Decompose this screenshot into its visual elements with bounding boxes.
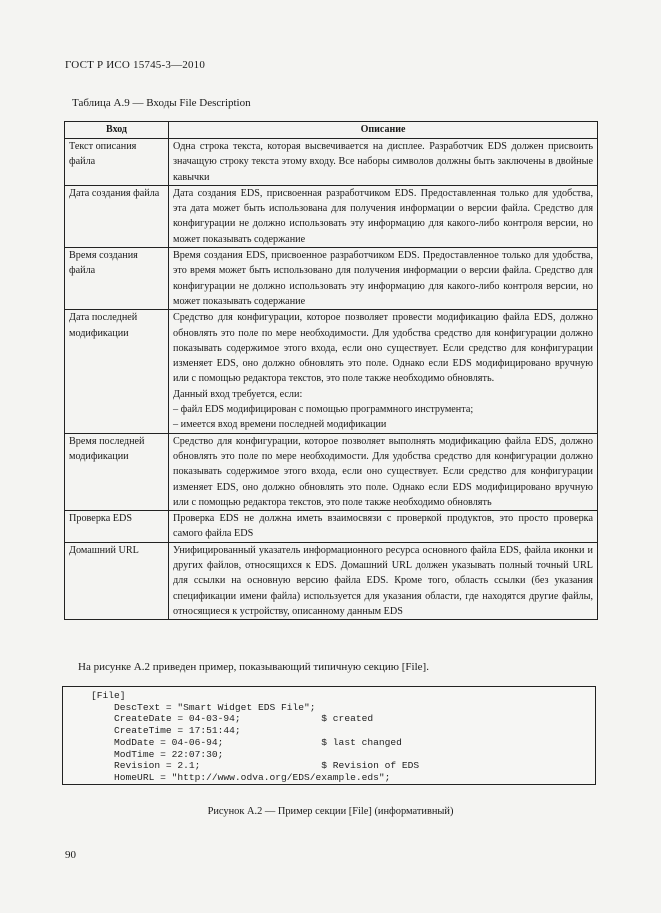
figure-caption: Рисунок А.2 — Пример секции [File] (информативный) <box>207 806 454 817</box>
code-line: CreateTime = 17:51:44; <box>91 725 241 737</box>
document-header: ГОСТ Р ИСО 15745-3—2010 <box>65 59 206 71</box>
code-example-box <box>62 686 596 785</box>
table-row <box>65 139 598 186</box>
entry-cell: Дата последней модификации <box>65 310 169 433</box>
description-cell: Средство для конфигурации, которое позволяет выполнять модификацию файла EDS, должно обновлять это поле по мере необходимости. Для удобства средство для конфигурации должно показывать содержимое этого входа, если оно существует. Если средство для конфигурации изменяет EDS, оно должно обновлять это поле. Однако если EDS модифицировано вручную или с помощью редактора текстов, это поле также необходимо обновлять <box>169 433 598 510</box>
description-cell: Время создания EDS, присвоенное разработчиком EDS. Предоставленное только для удобства, это время может быть использовано для получения информации о версии файла. Средство для конфигурации не должно использовать эту информацию для какого-либо контроля версии, но может показывать содержание <box>169 248 598 310</box>
table-row <box>65 433 598 510</box>
page-number: 90 <box>65 849 76 861</box>
code-line: [File] <box>91 690 126 701</box>
figure-intro-text: На рисунке А.2 приведен пример, показывающий типичную секцию [File]. <box>78 661 429 673</box>
column-header-entry: Вход <box>65 122 169 139</box>
table-row <box>65 185 598 247</box>
description-cell: Проверка EDS не должна иметь взаимосвязи с проверкой продуктов, это просто проверка самого файла EDS <box>169 511 598 543</box>
table-header-row <box>65 122 598 139</box>
table-row <box>65 248 598 310</box>
entry-cell: Время последней модификации <box>65 433 169 510</box>
code-line: ModDate = 04-06-94; $ last changed <box>91 736 402 748</box>
code-listing <box>63 687 595 784</box>
file-description-table <box>64 121 598 620</box>
table-row <box>65 511 598 543</box>
description-cell <box>169 310 598 433</box>
code-line: ModTime = 22:07:30; <box>91 748 224 760</box>
code-line: CreateDate = 04-03-94; $ created <box>91 713 374 725</box>
table-row <box>65 310 598 433</box>
description-cell: Одна строка текста, которая высвечивается на дисплее. Разработчик EDS должен присвоить значащую строку текста этому входу. Все наборы символов должны быть заключены в двойные кавычки <box>169 139 598 186</box>
description-text: Средство для конфигурации, которое позволяет провести модификацию файла EDS, должно обновлять это поле по мере необходимости. Для удобства средство для конфигурации должно показывать содержимое этого входа, если оно существует. Если средство для конфигурации изменяет EDS, оно должно обновлять это поле. Однако если EDS модифицировано вручную или с помощью редактора текстов, это поле также необходимо обновлять. <box>173 312 593 385</box>
column-header-description: Описание <box>169 122 598 139</box>
entry-cell: Дата создания файла <box>65 185 169 247</box>
code-line: DescText = "Smart Widget EDS File"; <box>91 701 316 713</box>
table-row <box>65 542 598 619</box>
condition-intro: Данный вход требуется, если: <box>173 388 303 400</box>
entry-cell: Время создания файла <box>65 248 169 310</box>
entry-cell: Домашний URL <box>65 542 169 619</box>
table-caption: Таблица А.9 — Входы File Description <box>72 97 251 109</box>
code-line: HomeURL = "http://www.odva.org/EDS/example.eds"; <box>91 771 391 783</box>
condition-item: – имеется вход времени последней модификации <box>173 419 387 431</box>
entry-cell: Проверка EDS <box>65 511 169 543</box>
description-cell: Унифицированный указатель информационного ресурса основного файла EDS, файла иконки и других файлов, относящихся к EDS. Домашний URL должен указывать полный точный URL для ссылки на основную версию файла EDS. Кроме того, область ссылки (без указания спецификации имени файла) используется для указания области, где находятся другие файлы, относящиеся к устройству, описанному данным EDS <box>169 542 598 619</box>
condition-item: – файл EDS модифицирован с помощью программного инструмента; <box>173 404 474 416</box>
description-cell: Дата создания EDS, присвоенная разработчиком EDS. Предоставленная только для удобства, эта дата может быть использована для получения информации о версии файла. Средство для конфигурации не должно использовать эту информацию для какого-либо контроля версии, но может показывать содержание <box>169 185 598 247</box>
entry-cell: Текст описания файла <box>65 139 169 186</box>
code-line: Revision = 2.1; $ Revision of EDS <box>91 760 420 772</box>
